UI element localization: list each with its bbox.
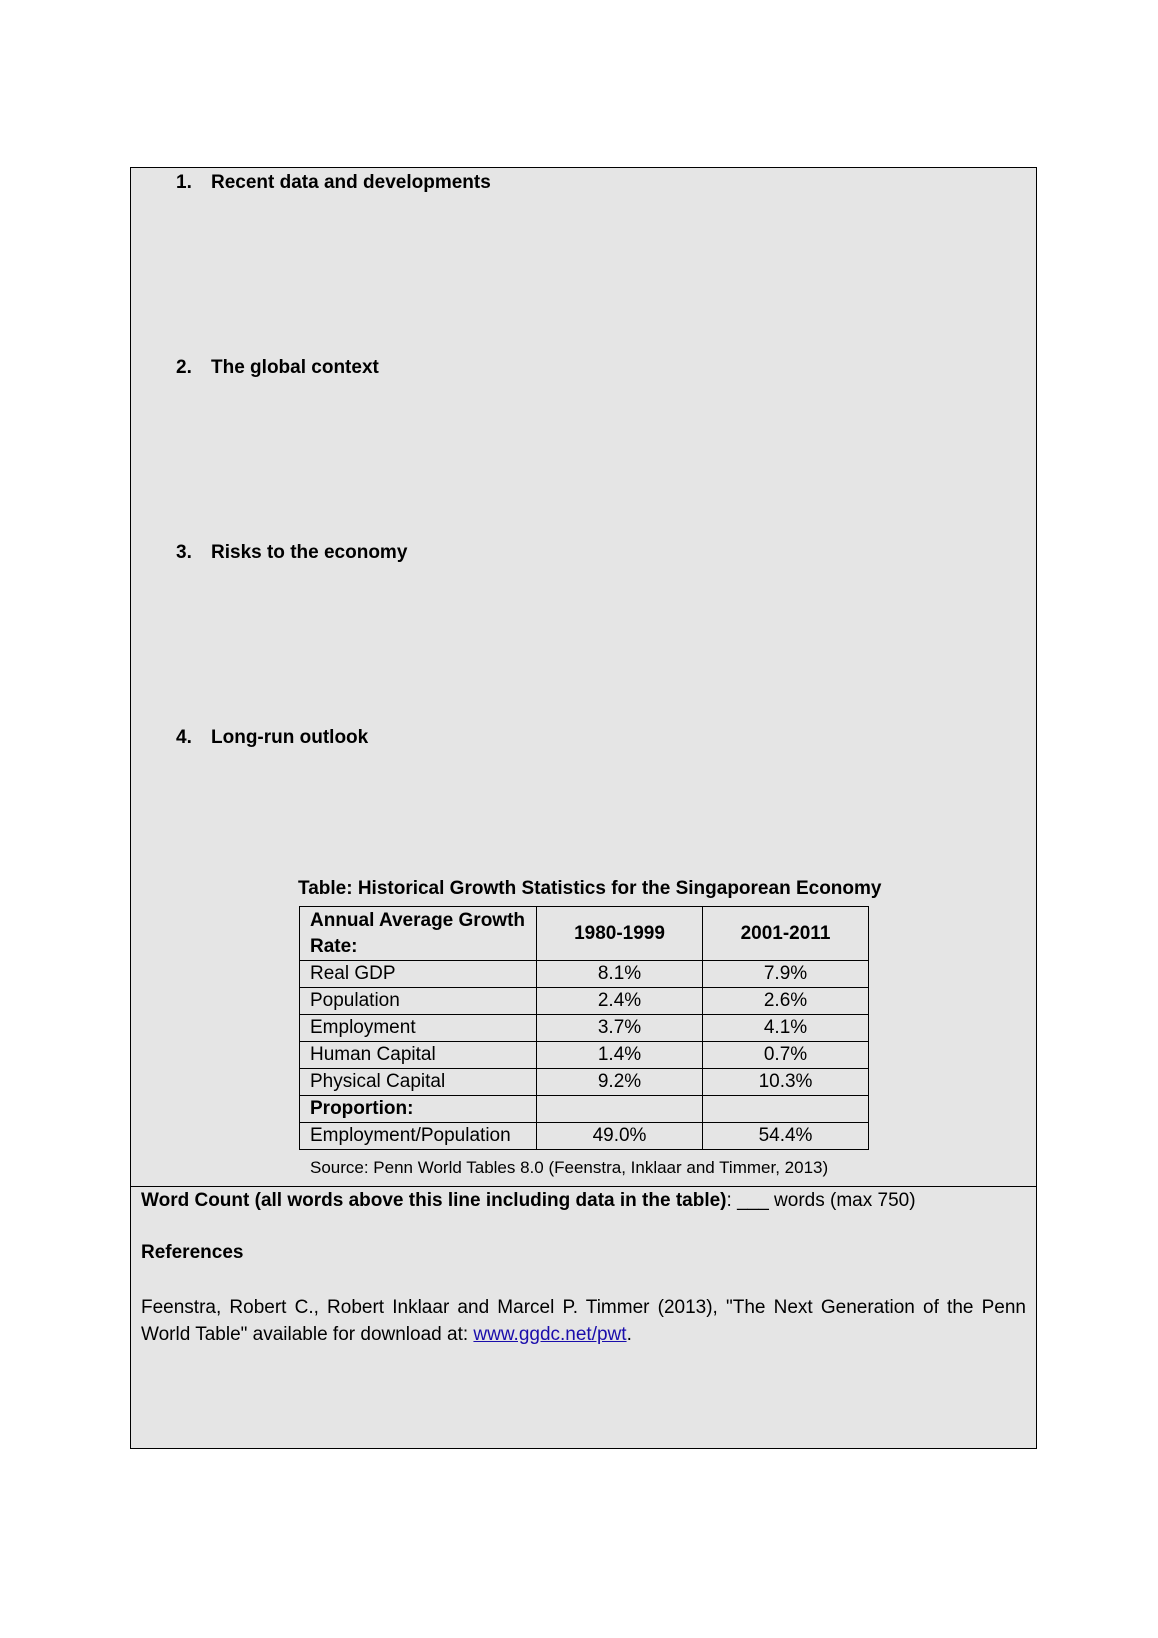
section-heading-3 <box>176 542 407 564</box>
table-title: Table: Historical Growth Statistics for the Singaporean Economy <box>298 878 882 899</box>
reference-link[interactable]: www.ggdc.net/pwt <box>473 1324 627 1345</box>
table-row <box>300 988 869 1015</box>
references-heading: References <box>141 1242 244 1263</box>
section-title: Risks to the economy <box>211 542 408 563</box>
section-heading-2 <box>176 357 379 379</box>
section-number: 3. <box>176 542 192 563</box>
row-value-1 <box>537 1096 703 1123</box>
row-label: Employment <box>300 1015 537 1042</box>
table-row <box>300 1123 869 1150</box>
word-count-value: : ___ words (max 750) <box>726 1190 916 1211</box>
row-label: Human Capital <box>300 1042 537 1069</box>
header-period-2: 2001-2011 <box>703 907 869 961</box>
table-row <box>300 1042 869 1069</box>
row-value-1: 9.2% <box>537 1069 703 1096</box>
table-row <box>300 961 869 988</box>
section-number: 1. <box>176 172 192 193</box>
row-value-1: 1.4% <box>537 1042 703 1069</box>
section-heading-4 <box>176 727 368 749</box>
reference-text: Feenstra, Robert C., Robert Inklaar and Marcel P. Timmer (2013), "The Next Generation of the Penn World Table" available for download at: <box>141 1297 1026 1345</box>
row-value-1: 8.1% <box>537 961 703 988</box>
section-number: 2. <box>176 357 192 378</box>
row-value-2 <box>703 1096 869 1123</box>
row-value-1: 49.0% <box>537 1123 703 1150</box>
row-value-2: 0.7% <box>703 1042 869 1069</box>
section-title: The global context <box>211 357 379 378</box>
header-label-line2: Rate: <box>310 935 358 957</box>
table-row <box>300 1069 869 1096</box>
row-label: Proportion: <box>300 1096 537 1123</box>
document-frame <box>130 167 1037 1449</box>
header-label-line1: Annual Average Growth <box>310 909 526 931</box>
header-period-1: 1980-1999 <box>537 907 703 961</box>
row-label: Real GDP <box>300 961 537 988</box>
reference-trailing: . <box>626 1324 632 1345</box>
row-label: Physical Capital <box>300 1069 537 1096</box>
section-heading-1 <box>176 172 491 194</box>
row-value-2: 10.3% <box>703 1069 869 1096</box>
row-value-1: 3.7% <box>537 1015 703 1042</box>
table-header-row <box>300 907 869 961</box>
row-value-2: 54.4% <box>703 1123 869 1150</box>
row-label: Employment/Population <box>300 1123 537 1150</box>
row-value-2: 7.9% <box>703 961 869 988</box>
table-row-proportion-heading <box>300 1096 869 1123</box>
section-number: 4. <box>176 727 192 748</box>
section-title: Long-run outlook <box>211 727 369 748</box>
row-value-2: 4.1% <box>703 1015 869 1042</box>
growth-statistics-table <box>299 906 869 1150</box>
reference-entry <box>141 1294 1026 1348</box>
row-value-2: 2.6% <box>703 988 869 1015</box>
section-title: Recent data and developments <box>211 172 491 193</box>
word-count-line <box>141 1190 916 1212</box>
row-value-1: 2.4% <box>537 988 703 1015</box>
essay-cell <box>131 168 1036 1187</box>
table-row <box>300 1015 869 1042</box>
header-label <box>300 907 537 961</box>
word-count-label: Word Count (all words above this line including data in the table) <box>141 1190 727 1211</box>
table-source-note: Source: Penn World Tables 8.0 (Feenstra, Inklaar and Timmer, 2013) <box>310 1158 829 1177</box>
row-label: Population <box>300 988 537 1015</box>
